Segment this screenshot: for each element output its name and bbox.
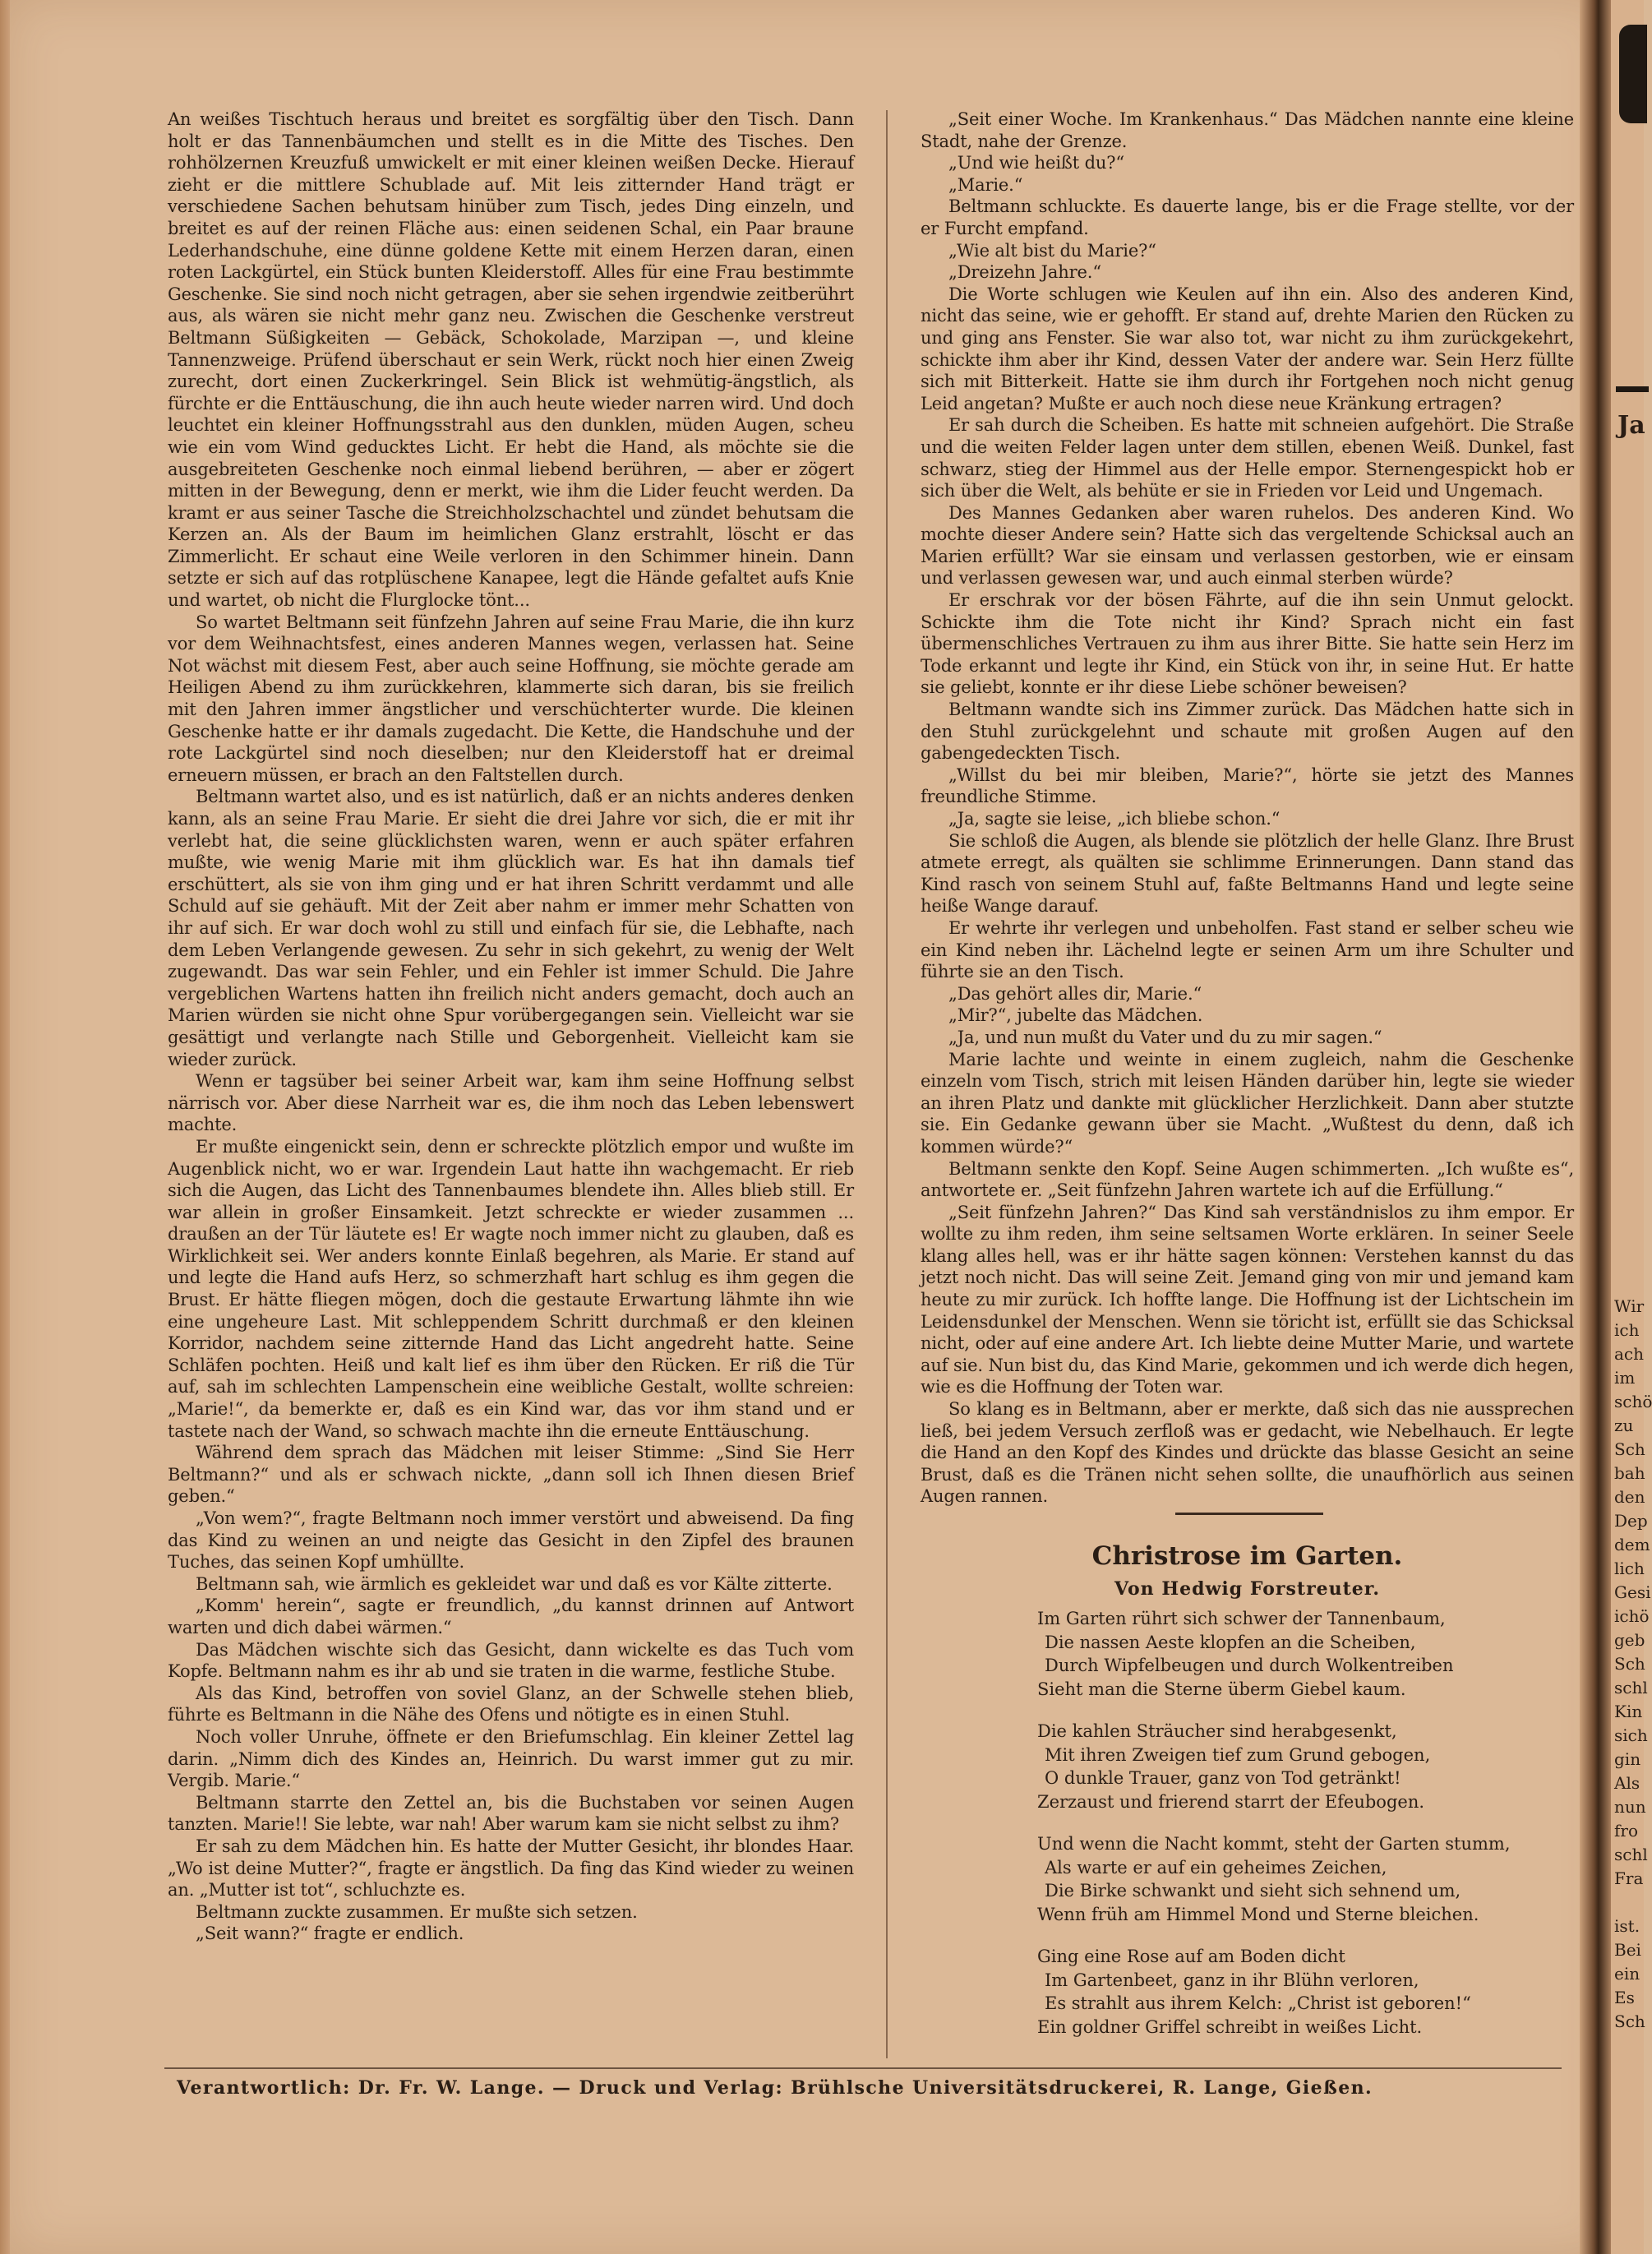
story-paragraph: „Mir?“, jubelte das Mädchen. (948, 1005, 1203, 1026)
story-paragraph: Marie lachte und weinte in einem zugleich, nahm die Geschenke einzeln vom Tisch, strich mit leisen Händen darüber hin, legte sie wieder an ihren Platz und dankte mit glücklicher Herzlichkeit. Dann aber stutzte sie. Ein Gedanke gewann über sie Macht. „Wußtest du denn, daß ich kommen würde?“ (921, 1049, 1574, 1157)
adjacent-line-fragment: Es (1614, 1988, 1635, 2007)
poem-line: Im Gartenbeet, ganz in ihr Blühn verloren, (1045, 1970, 1419, 1990)
adjacent-line-fragment: schö (1614, 1392, 1652, 1411)
adjacent-line-fragment: Kin (1614, 1702, 1643, 1721)
poem-stanza (1037, 1607, 1563, 1701)
story-paragraph: Beltmann schluckte. Es dauerte lange, bis er die Frage stellte, vor der er Furcht empfand. (921, 196, 1574, 238)
poem-line: Die nassen Aeste klopfen an die Scheiben, (1045, 1632, 1416, 1652)
poem-line: Als warte er auf ein geheimes Zeichen, (1045, 1857, 1387, 1878)
story-paragraph: „Ja, und nun mußt du Vater und du zu mir sagen.“ (948, 1027, 1382, 1047)
adjacent-line-fragment: gin (1614, 1749, 1641, 1769)
story-paragraph: Beltmann sah, wie ärmlich es gekleidet war und daß es vor Kälte zitterte. (196, 1573, 833, 1594)
story-paragraph: „Willst du bei mir bleiben, Marie?“, hörte sie jetzt des Mannes freundliche Stimme. (921, 764, 1574, 807)
story-paragraph: „Seit wann?“ fragte er endlich. (196, 1924, 464, 1944)
story-right-column (921, 109, 1574, 1508)
story-left-column (168, 109, 854, 1945)
poem-line: Wenn früh am Himmel Mond und Sterne bleichen. (1037, 1904, 1479, 1924)
story-paragraph: „Seit einer Woche. Im Krankenhaus.“ Das Mädchen nannte eine kleine Stadt, nahe der Grenze. (921, 109, 1574, 151)
story-paragraph: „Komm' herein“, sagte er freundlich, „du kannst drinnen auf Antwort warten und dich dabei wärmen.“ (168, 1596, 854, 1637)
story-paragraph: „Seit fünfzehn Jahren?“ Das Kind sah verständnislos zu ihm empor. Er wollte zu ihm reden, ihm seine seltsamen Worte erklären. In seiner Seele klang alles hell, was er ihr hätte sagen können: Verstehen kannst du das jetzt noch nicht. Das will seine Zeit. Jemand ging von mir und jemand kam heute zu mir zurück. Ich hoffte lange. Die Hoffnung ist der Lichtschein im Leidensdunkel der Menschen. Wenn sie töricht ist, erfüllt sie das Schicksal nicht, oder auf eine andere Art. Ich liebte deine Mutter Marie, und wartete auf sie. Nun bist du, das Kind Marie, gekommen und ich werde dich hegen, wie es die Hoffnung der Toten war. (921, 1202, 1574, 1397)
poem-line: Mit ihren Zweigen tief zum Grund gebogen, (1045, 1744, 1431, 1765)
story-paragraph: Des Mannes Gedanken aber waren ruhelos. Des anderen Kind. Wo mochte dieser Andere sein? Hatte sich das vergeltende Schicksal auch an Marien erfüllt? War sie einsam und verlassen gestorben, wie er einsam und verlassen gewesen war, und auch einmal sterben würde? (921, 502, 1574, 589)
story-paragraph: „Marie.“ (948, 174, 1023, 195)
story-paragraph: Beltmann wandte sich ins Zimmer zurück. Das Mädchen hatte sich in den Stuhl zurückgelehnt und schaute mit großen Augen auf den gabengedeckten Tisch. (921, 700, 1574, 764)
adjacent-line-fragment: ich (1614, 1320, 1640, 1340)
story-paragraph: Wenn er tagsüber bei seiner Arbeit war, kam ihm seine Hoffnung selbst närrisch vor. Aber diese Narrheit war es, die ihm noch das Leben lebenswert machte. (168, 1071, 854, 1135)
footer-rule (164, 2067, 1562, 2069)
story-paragraph: So klang es in Beltmann, aber er merkte, daß sich das nie aussprechen ließ, bei jedem Versuch zerfloß was er gedacht, wie Nebelhauch. Er legte die Hand an den Kopf des Kindes und drückte das blasse Gesicht an seine Brust, daß es die Tränen nicht sehen sollte, die unaufhörlich aus seinen Augen rannen. (921, 1399, 1574, 1507)
story-paragraph: Er mußte eingenickt sein, denn er schreckte plötzlich empor und wußte im Augenblick nicht, wo er war. Irgendein Laut hatte ihn wachgemacht. Er rieb sich die Augen, das Licht des Tannenbaumes blendete ihn. Alles blieb still. Er war allein in großer Einsamkeit. Jetzt schreckte er wieder zusammen ... draußen an der Tür läutete es! Er wagte noch immer nicht zu glauben, daß es Wirklichkeit sei. Wer anders konnte Einlaß begehren, als Marie. Er stand auf und legte die Hand aufs Herz, so schmerzhaft hart schlug es ihm gegen die Brust. Er hätte fliegen mögen, doch die gestaute Erwartung lähmte ihn wie eine ungeheure Last. Mit schleppendem Schritt durchmaß er den kleinen Korridor, nachdem seine zitternde Hand das Licht angedreht hatte. Seine Schläfen pochten. Heiß und kalt lief es ihm über den Rücken. Er riß die Tür auf, sah im schlechten Lampenschein eine weibliche Gestalt, wollte schreien: „Marie!“, da bemerkte er, daß es ein Kind war, das vor ihm stand und er tastete nach der Wand, so schwach machte ihn die erneute Enttäuschung. (168, 1136, 854, 1441)
adjacent-line-fragment: ein (1614, 1964, 1640, 1984)
adjacent-line-fragment: Bei (1614, 1940, 1641, 1960)
adjacent-line-fragment: Als (1614, 1773, 1640, 1793)
poem-stanza (1037, 1832, 1563, 1926)
adjacent-line-fragment: ach (1614, 1344, 1645, 1364)
adjacent-line-fragment: geb (1614, 1630, 1645, 1650)
adjacent-page-strip (1611, 0, 1652, 2254)
adjacent-line-fragment: Sch (1614, 1439, 1645, 1459)
adjacent-line-fragment: Wir (1614, 1296, 1645, 1316)
adjacent-line-fragment: im (1614, 1368, 1636, 1388)
story-paragraph: „Und wie heißt du?“ (948, 153, 1124, 173)
story-paragraph: Das Mädchen wischte sich das Gesicht, dann wickelte es das Tuch vom Kopfe. Beltmann nahm es ihr ab und sie traten in die warme, festliche Stube. (168, 1639, 854, 1682)
story-paragraph: Er wehrte ihr verlegen und unbeholfen. Fast stand er selber scheu wie ein Kind neben ihr. Lächelnd legte er seinen Arm um ihre Schulter und führte sie an den Tisch. (921, 917, 1574, 982)
story-separator-rule (1175, 1513, 1323, 1515)
adjacent-line-fragment: dem (1614, 1535, 1650, 1554)
adjacent-line-fragment: sich (1614, 1725, 1648, 1745)
adjacent-line-fragment: Sch (1614, 2012, 1645, 2031)
story-paragraph: Als das Kind, betroffen von soviel Glanz, an der Schwelle stehen blieb, führte es Beltmann in die Nähe des Ofens und nötigte es in einen Stuhl. (168, 1683, 854, 1725)
poem-title: Christrose im Garten. (1091, 1541, 1403, 1571)
poem-stanza (1037, 1720, 1563, 1813)
poem-line: Die kahlen Sträucher sind herabgesenkt, (1037, 1721, 1397, 1741)
book-gutter (1580, 0, 1611, 2254)
poem-body (1037, 1607, 1563, 2058)
poem-line: Ging eine Rose auf am Boden dicht (1037, 1947, 1345, 1966)
adjacent-line-fragment: ichö (1614, 1606, 1650, 1626)
story-paragraph: Die Worte schlugen wie Keulen auf ihn ein. Also des anderen Kind, nicht das seine, wie er gehofft. Er stand auf, drehte Marien den Rücken zu und ging ans Fenster. Sie war also tot, war nicht zu ihm zurückgekehrt, schickte ihm aber ihr Kind, dessen Vater der andere war. Sein Herz füllte sich mit Bitterkeit. Hatte sie ihm durch ihr Fortgehen noch nicht genug Leid angetan? Mußte er auch noch diese neue Kränkung ertragen? (921, 284, 1574, 413)
poem-line: Im Garten rührt sich schwer der Tannenbaum, (1037, 1609, 1446, 1628)
story-paragraph: Beltmann wartet also, und es ist natürlich, daß er an nichts anderes denken kann, als an seine Frau Marie. Er sieht die drei Jahre vor sich, die er mit ihr verlebt hat, die seine glücklichsten waren, wenn er auch später erfahren mußte, wie wenig Marie mit ihm glücklich war. Es hat ihn damals tief erschüttert, als sie von ihm ging und er hat ihren Schritt verdammt und alle Schuld auf sie gehäuft. Mit der Zeit aber nahm er immer mehr Schatten von ihr auf sich. Er war doch wohl zu still und einfach für sie, die Lebhafte, nach dem Leben Verlangende gewesen. Zu sehr in sich gekehrt, zu wenig der Welt zugewandt. Das war sein Fehler, und ein Fehler ist immer Schuld. Die Jahre vergeblichen Wartens hatten ihn freilich nicht anders gemacht, doch auch an Marien würden sie nicht ohne Spur vorübergegangen sein. Vielleicht war sie gesättigt und verlangte nach Stille und Geborgenheit. Vielleicht kam sie wieder zurück. (168, 787, 854, 1069)
adjacent-line-fragment: Sch (1614, 1654, 1645, 1674)
story-paragraph: „Wie alt bist du Marie?“ (948, 240, 1156, 261)
adjacent-line-fragment: den (1614, 1487, 1645, 1507)
adjacent-line-fragment: nun (1614, 1797, 1646, 1817)
adjacent-line-fragment: bah (1614, 1463, 1645, 1483)
poem-stanza (1037, 1945, 1563, 2039)
poem-line: Sieht man die Sterne überm Giebel kaum. (1037, 1679, 1406, 1699)
adjacent-line-fragment: Gesi (1614, 1582, 1651, 1602)
poem-line: O dunkle Trauer, ganz von Tod getränkt! (1045, 1768, 1401, 1788)
story-paragraph: „Dreizehn Jahre.“ (948, 262, 1101, 283)
story-paragraph: Er sah durch die Scheiben. Es hatte mit schneien aufgehört. Die Straße und die weiten Felder lagen unter dem stillen, ebenen Weiß. Dunkel, fast schwarz, stieg der Himmel aus der Helle empor. Sternengespickt hob er sich über die Welt, als behüte er sie in Frieden vor Leid und Ungemach. (921, 415, 1574, 501)
adjacent-page-heading-fragment: Ja (1617, 411, 1645, 440)
imprint-footer: Verantwortlich: Dr. Fr. W. Lange. — Druck und Verlag: Brühlsche Universitätsdruckerei, R. Lange, Gießen. (177, 2077, 1373, 2099)
poem-line: Ein goldner Griffel schreibt in weißes Licht. (1037, 2016, 1423, 2037)
story-paragraph: „Das gehört alles dir, Marie.“ (948, 983, 1202, 1004)
adjacent-line-fragment: schl (1614, 1845, 1648, 1864)
poem-line: Die Birke schwankt und sieht sich sehnend um, (1045, 1881, 1461, 1901)
adjacent-page-rule (1616, 386, 1649, 392)
adjacent-line-fragment: lich (1614, 1559, 1645, 1578)
story-paragraph: Beltmann starrte den Zettel an, bis die Buchstaben vor seinen Augen tanzten. Marie!! Sie lebte, war nah! Aber warum kam sie nicht selbst zu ihm? (168, 1792, 854, 1835)
column-divider (886, 110, 888, 2058)
story-paragraph: „Von wem?“, fragte Beltmann noch immer verstört und abweisend. Da fing das Kind zu weinen an und neigte das Gesicht in den Zipfel des braunen Tuches, das seinen Kopf umhüllte. (168, 1508, 854, 1573)
story-paragraph: Er sah zu dem Mädchen hin. Es hatte der Mutter Gesicht, ihr blondes Haar. „Wo ist deine Mutter?“, fragte er ängstlich. Da fing das Kind wieder zu weinen an. „Mutter ist tot“, schluchzte es. (168, 1836, 854, 1901)
story-paragraph: Sie schloß die Augen, als blende sie plötzlich der helle Glanz. Ihre Brust atmete erregt, als quälten sie schlimme Erinnerungen. Dann stand das Kind rasch von seinem Stuhl auf, faßte Beltmanns Hand und legte seine heiße Wange darauf. (921, 830, 1574, 917)
adjacent-page-text-fragments (1614, 1295, 1652, 2034)
poem-line: Es strahlt aus ihrem Kelch: „Christ ist geboren!“ (1045, 1993, 1471, 2013)
poem-author: Von Hedwig Forstreuter. (1114, 1578, 1381, 1600)
story-paragraph: An weißes Tischtuch heraus und breitet es sorgfältig über den Tisch. Dann holt er das Tannenbäumchen und stellt es in die Mitte des Tisches. Den rohhölzernen Kreuzfuß umwickelt er mit einer kleinen weißen Decke. Hierauf zieht er die mittlere Schublade auf. Mit leis zitternder Hand trägt er verschiedene Sachen behutsam hinüber zum Tisch, jedes Ding einzeln, und breitet es auf der reinen Fläche aus: einen seidenen Schal, ein Paar braune Lederhandschuhe, eine dünne goldene Kette mit einem Herzen daran, einen roten Lackgürtel, ein Stück bunten Kleiderstoff. Alles für eine Frau bestimmte Geschenke. Sie sind noch nicht getragen, aber sie sehen irgendwie zeitberührt aus, als wären sie nicht mehr ganz neu. Zwischen die Geschenke verstreut Beltmann Süßigkeiten — Gebäck, Schokolade, Marzipan —, und kleine Tannenzweige. Prüfend überschaut er sein Werk, rückt noch hier einen Zweig zurecht, dort einen Zuckerkringel. Sein Blick ist wehmütig-ängstlich, als fürchte er die Enttäuschung, die ihn auch heute wieder narren wird. Und doch leuchtet ein kleiner Hoffnungsstrahl aus den dunklen, müden Augen, scheu wie ein vom Wind geducktes Licht. Er hebt die Hand, als möchte sie die ausgebreiteten Geschenke noch einmal liebend berühren, — aber er zögert mitten in der Bewegung, denn er merkt, wie ihm die Lider feucht werden. Da kramt er aus seiner Tasche die Streichholzschachtel und zündet behutsam die Kerzen an. Als der Baum im heimlichen Glanz erstrahlt, löscht er das Zimmerlicht. Er schaut eine Weile verloren in den Schimmer hinein. Dann setzte er sich auf das rotplüschene Kanapee, legt die Hände gefaltet aufs Knie und wartet, ob nicht die Flurglocke tönt... (168, 109, 854, 611)
poem-line: Zerzaust und frierend starrt der Efeubogen. (1037, 1791, 1425, 1812)
story-paragraph: Während dem sprach das Mädchen mit leiser Stimme: „Sind Sie Herr Beltmann?“ und als er schwach nickte, „dann soll ich Ihnen diesen Brief geben.“ (168, 1443, 854, 1507)
story-paragraph: Beltmann zuckte zusammen. Er mußte sich setzen. (196, 1901, 638, 1922)
poem-line: Durch Wipfelbeugen und durch Wolkentreiben (1045, 1656, 1454, 1675)
adjacent-line-fragment: schl (1614, 1678, 1648, 1697)
story-paragraph: „Ja, sagte sie leise, „ich bliebe schon.“ (948, 809, 1281, 829)
adjacent-line-fragment: ist. (1614, 1916, 1640, 1936)
adjacent-line-fragment: fro (1614, 1821, 1639, 1841)
story-paragraph: Er erschrak vor der bösen Fährte, auf die ihn sein Unmut gelockt. Schickte ihm die Tote nicht ihr Kind? Sprach nicht ein fast übermenschliches Vertrauen zu ihm aus ihrer Bitte. Sie hatte sein Herz im Tode erkannt und legte ihr Kind, ein Stück von ihr, in seine Hut. Er hatte sie geliebt, konnte er ihr diese Liebe schöner beweisen? (921, 590, 1574, 698)
adjacent-page-initial (1619, 25, 1647, 123)
story-paragraph: So wartet Beltmann seit fünfzehn Jahren auf seine Frau Marie, die ihn kurz vor dem Weihnachtsfest, eines anderen Mannes wegen, verlassen hat. Seine Not wächst mit diesem Fest, aber auch seine Hoffnung, sie möchte gerade am Heiligen Abend zu ihm zurückkehren, klammerte sich daran, bis sie freilich mit den Jahren immer ängstlicher und verschüchterter wurde. Die kleinen Geschenke hatte er ihr damals zugedacht. Die Kette, die Handschuhe und der rote Lackgürtel sind noch dieselben; nur den Kleiderstoff hat er dreimal erneuern müssen, er brach an den Faltstellen durch. (168, 612, 854, 785)
story-paragraph: Noch voller Unruhe, öffnete er den Briefumschlag. Ein kleiner Zettel lag darin. „Nimm dich des Kindes an, Heinrich. Du warst immer gut zu mir. Vergib. Marie.“ (168, 1726, 854, 1791)
adjacent-line-fragment: Fra (1614, 1868, 1644, 1888)
story-paragraph: Beltmann senkte den Kopf. Seine Augen schimmerten. „Ich wußte es“, antwortete er. „Seit fünfzehn Jahren wartete ich auf die Erfüllung.“ (921, 1158, 1574, 1201)
adjacent-line-fragment: Dep (1614, 1511, 1648, 1531)
poem-line: Und wenn die Nacht kommt, steht der Garten stumm, (1037, 1834, 1511, 1854)
adjacent-line-fragment: zu (1614, 1416, 1634, 1435)
adjacent-line-fragment (1614, 1891, 1644, 1915)
